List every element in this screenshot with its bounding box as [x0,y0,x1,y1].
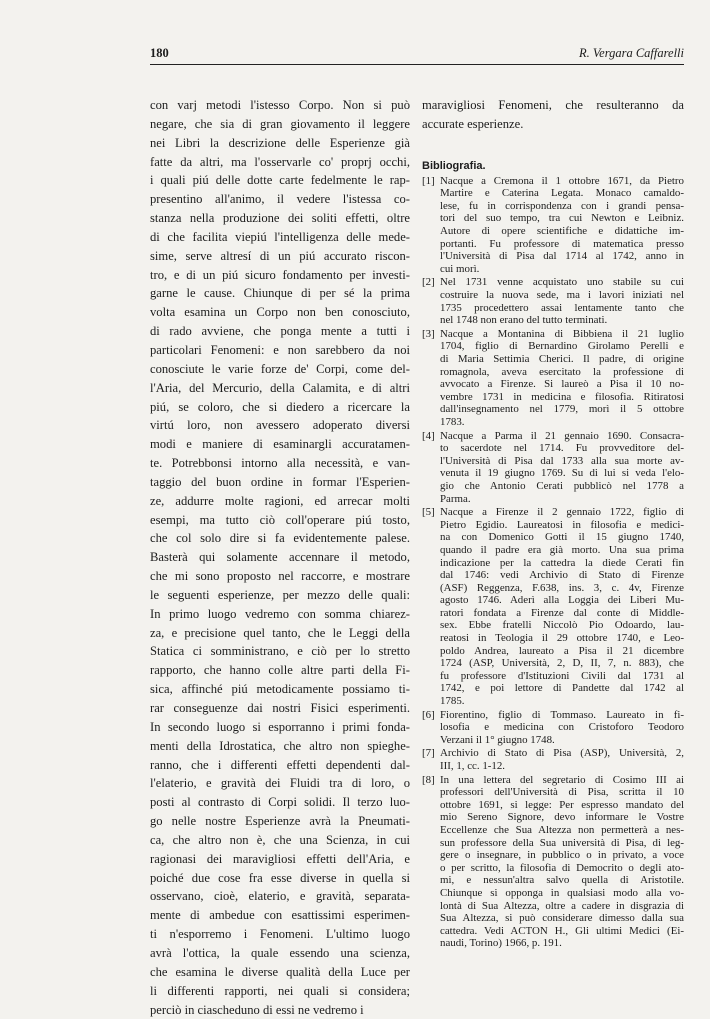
text-line: poiché due cose fra esse diverse in quella si [150,869,410,888]
text-line: te. Potrebbonsi intorno alla necessità, e van- [150,454,410,473]
note-line: 1742, e poi lettore di Pandette dal 1742 al [440,682,684,695]
text-line: avrà l'ottica, la quale essendo una scienza, [150,944,410,963]
note-line: l'Università di Pisa dal 1714 al 1742, anno in [440,250,684,263]
note-line: naudi, Torino) 1966, p. 191. [440,937,684,950]
note-line: lese, fu in corrispondenza con i grandi pensa- [440,200,684,213]
note-line: 1783. [440,416,684,429]
note-number: [1] [422,175,435,188]
text-line: con varj metodi l'istesso Corpo. Non si può [150,96,410,115]
note-line: mio Sereno Signore, devo informare le Vostre [440,811,684,824]
text-line: che col solo dire si fa evidentemente palese. [150,529,410,548]
text-line: mente di ambedue con esattissimi esperimen- [150,906,410,925]
text-line: rapporto, che hanno colle altre parti della Fi- [150,661,410,680]
continued-paragraph [422,96,684,134]
note-line: romagnola, aveva esercitato la professione di [440,366,684,379]
note-line: l'Università di Pisa dal 1733 alla sua morte av- [440,455,684,468]
text-line: che esamina le diverse qualità della Luce per [150,963,410,982]
note-line: professori dell'Università di Pisa, scritta il 10 [440,786,684,799]
right-text-column [422,96,684,951]
note-line: dall'insegnamento nel 1779, morì il 5 ottobre [440,403,684,416]
text-line: taggio del buon ordine in formar l'Esperien- [150,473,410,492]
note-line: ottobre 1691, si legge: Per espresso mandato del [440,799,684,812]
text-line: tro, e di un piú sicuro fondamento per investi- [150,266,410,285]
bibliography-heading: Bibliografia. [422,160,684,172]
note-line: Nacque a Parma il 21 gennaio 1690. Consacra- [440,430,684,443]
text-line: osservano, cioè, elaterio, e gravità, separata- [150,887,410,906]
bibliography-note [422,175,684,276]
text-line: sica, affinché piú metodicamente possiamo ti- [150,680,410,699]
note-line: tori del suo tempo, tra cui Newton e Leibniz. [440,212,684,225]
note-line: sex. Ebbe fratelli Niccolò Pio Odoardo, lau- [440,619,684,632]
text-line: ragionasi dei maravigliosi effetti dell'Aria, e [150,850,410,869]
note-line: ratori fondata a Firenze dal conte di Middle- [440,607,684,620]
text-line: perciò in ciascheduno di essi ne vedremo i [150,1001,410,1019]
text-line: l'Aria, del Mercurio, della Calamita, e di altri [150,379,410,398]
note-number: [5] [422,506,435,519]
note-line: avvocato a Firenze. Si laureò a Pisa il 10 no- [440,378,684,391]
page-number: 180 [150,46,169,61]
note-line: Fiorentino, figlio di Tommaso. Laureato in fi- [440,709,684,722]
text-line: di rado avviene, che ponga mente a tutti i [150,322,410,341]
note-line: gio che Antonio Cerati pubblicò nel 1778 a [440,480,684,493]
text-line: fatte da altri, ma l'osservarle co' proprj occhi, [150,153,410,172]
bibliography-note [422,328,684,429]
note-line: 1785. [440,695,684,708]
note-line: Nacque a Firenze il 2 gennaio 1722, figlio di [440,506,684,519]
text-line: ca, che altro non è, che una Scienza, in cui [150,831,410,850]
note-line: indicazione per la cattedra la diede Cerati fin [440,557,684,570]
text-line: maravigliosi Fenomeni, che resulteranno da [422,96,684,115]
text-line: ze, addurre molte ragioni, ed arrecar molti [150,492,410,511]
note-line: (ASF) Reggenza, F.638, ins. 3, c. 4v, Firenze [440,582,684,595]
note-line: Sua Altezza, si può considerare dimesso dalla sua [440,912,684,925]
note-line: losofia e medicina con Cristoforo Teodoro [440,721,684,734]
text-line: Statica ci somministrano, e ciò per lo stretto [150,642,410,661]
text-line: piú, se coloro, che si diedero a ricercare la [150,398,410,417]
note-line: 1704, figlio di Bernardino Girolamo Perelli e [440,340,684,353]
note-line: gere o insegnare, in pubblico o in privato, a voce [440,849,684,862]
note-line: 1735 procedettero assai lentamente tanto che [440,302,684,315]
text-line: za, e precisione quel tanto, che le Leggi della [150,624,410,643]
left-text-column [150,96,410,1019]
bibliography-note [422,276,684,326]
note-number: [8] [422,774,435,787]
note-line: quando il padre era già morto. Una sua prima [440,544,684,557]
note-line: Eccellenze che Sua Altezza non permetterà a nes- [440,824,684,837]
note-line: In una lettera del segretario di Cosimo III ai [440,774,684,787]
bibliography-note [422,430,684,506]
note-line: Martire e Caterina Legata. Monaco camaldo- [440,187,684,200]
note-line: fu professore d'Istituzioni Civili dal 1731 al [440,670,684,683]
bibliography-note [422,506,684,708]
note-number: [3] [422,328,435,341]
note-line: o per scritto, la filosofia di Democrito o degli ato- [440,862,684,875]
note-line: Chiunque si opponga in qualsiasi modo alla vo- [440,887,684,900]
note-line: Autore di opere scientifiche e didattiche im- [440,225,684,238]
note-line: sun professore della Sua università di Pisa, di leg- [440,837,684,850]
text-line: posti al contrasto di Corpi solidi. Il terzo luo- [150,793,410,812]
note-line: portanti. Fu professore di matematica presso [440,238,684,251]
text-line: stanza nella produzione dei soliti effetti, oltre [150,209,410,228]
text-line: li differenti rapporti, nei quali si considera; [150,982,410,1001]
text-line: volta esamina un Corpo non ben conosciuto, [150,303,410,322]
text-line: modi e maniere di esaminargli accuratamen- [150,435,410,454]
note-line: dal 1746: vedi Archivio di Stato di Firenze [440,569,684,582]
text-line: ti n'esporremo i Fenomeni. L'ultimo luogo [150,925,410,944]
text-line: In secondo luogo si esporranno i primi fonda- [150,718,410,737]
text-line: esempi, ma tutto ciò coll'operare piú tosto, [150,511,410,530]
note-line: III, 1, cc. 1-12. [440,760,684,773]
text-line: go nelle nostre Esperienze avrà la Pneumati- [150,812,410,831]
bibliography-notes [422,175,684,950]
text-line: le seguenti esperienze, per mezzo delle quali: [150,586,410,605]
text-line: rar conseguenze dai nostri Fisici esperimenti. [150,699,410,718]
note-line: vembre 1731 in medicina e filosofia. Ritiratosi [440,391,684,404]
text-line: Basterà qui solamente accennare il metodo, [150,548,410,567]
note-line: Nel 1731 venne acquistato uno stabile su cui [440,276,684,289]
note-line: mi, e nessun'altra salvo quella di Aristotile. [440,874,684,887]
note-number: [4] [422,430,435,443]
note-line: di Maria Settimia Cherici. Il padre, di origine [440,353,684,366]
text-line: i quali piú delle dotte carte fedelmente le rap- [150,171,410,190]
note-number: [2] [422,276,435,289]
bibliography-note [422,747,684,772]
note-line: 1724 (ASP, Università, 2, D, II, 7, n. 883), che [440,657,684,670]
note-line: Archivio di Stato di Pisa (ASP), Università, 2, [440,747,684,760]
note-line: cui morì. [440,263,684,276]
note-line: na con Domenico Gotti il 15 giugno 1740, [440,531,684,544]
note-line: nel 1748 non erano del tutto terminati. [440,314,684,327]
text-line: l'elaterio, e gravità dei Fluidi tra di loro, o [150,774,410,793]
text-line: negare, che sia di gran giovamento il leggere [150,115,410,134]
text-line: garne le cause. Chiunque di per sé la prima [150,284,410,303]
text-line: particolari Fenomeni: e non sarebbero da noi [150,341,410,360]
text-line: conosciute le varie forze de' Corpi, come del- [150,360,410,379]
note-line: reatosi in Teologia il 29 ottobre 1740, e Leo- [440,632,684,645]
text-line: menti della Idrostatica, che altro non spieghe- [150,737,410,756]
note-line: Verzani il 1° giugno 1748. [440,734,684,747]
note-line: cattedra. Vedi ACTON H., Gli ultimi Medici (Ei- [440,925,684,938]
note-line: Nacque a Montanina di Bibbiena il 21 luglio [440,328,684,341]
note-line: venuta il 19 giugno 1769. Su di lui si veda l'elo- [440,467,684,480]
text-line: presentino all'animo, il vedere l'istessa co- [150,190,410,209]
text-line: sime, serve altresí di un piú accurato riscon- [150,247,410,266]
text-line: di che facilita viepiú l'intelligenza delle mede- [150,228,410,247]
text-line: nei Libri la descrizione delle Esperienze già [150,134,410,153]
note-line: poldo Andrea, laureato a Pisa il 21 dicembre [440,645,684,658]
text-line: ranno, che i differenti effetti dependenti dal- [150,756,410,775]
note-line: costruire la nuova sede, ma i lavori iniziati nel [440,289,684,302]
note-line: lontà di Sua Altezza, oltre a cadere in disgrazia di [440,900,684,913]
note-line: Pietro Egidio. Laureatosi in filosofia e medici- [440,519,684,532]
note-line: to sacerdote nel 1714. Fu provveditore del- [440,442,684,455]
note-number: [6] [422,709,435,722]
note-line: Nacque a Cremona il 1 ottobre 1671, da Pietro [440,175,684,188]
note-line: Parma. [440,493,684,506]
text-line: virtú loro, non avessero adoperato diversi [150,416,410,435]
text-line: accurate esperienze. [422,115,684,134]
text-line: che mi sono proposto nel raccorre, e mostrare [150,567,410,586]
note-number: [7] [422,747,435,760]
bibliography-note [422,774,684,950]
running-head: R. Vergara Caffarelli [579,46,684,61]
note-line: agosto 1746. Aderì alla Loggia dei Liberi Mu- [440,594,684,607]
bibliography-note [422,709,684,747]
text-line: In primo luogo vedremo con somma chiarez- [150,605,410,624]
page-header [150,44,684,65]
